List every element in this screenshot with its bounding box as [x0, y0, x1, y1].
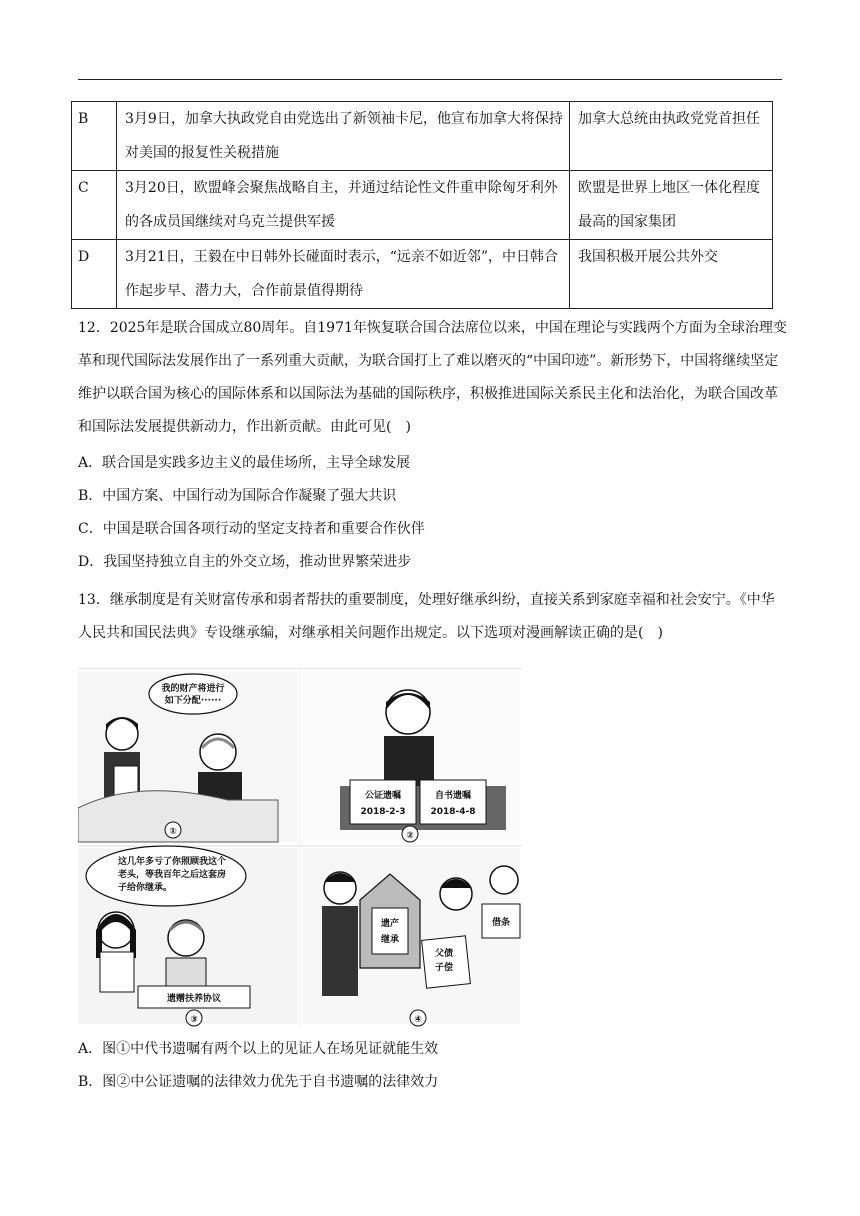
option-letter: B: [72, 102, 117, 171]
comic-text: 这几年多亏了你照顾我这个: [118, 857, 227, 867]
question-13-stem: 13．继承制度是有关财富传承和弱者帮扶的重要制度，处理好继承纠纷，直接关系到家庭幸福和社会安宁。《中华人民共和国民法典》专设继承编，对继承相关问题作出规定。以下选项对漫画解读正确的是( ): [78, 592, 775, 641]
panel-number: ③: [190, 1015, 198, 1025]
panel-number: ②: [406, 831, 414, 841]
comic-text: 公证遗嘱: [364, 791, 402, 801]
comic-text: 子偿: [434, 963, 454, 973]
speech-bubble: [149, 674, 237, 714]
question-12-option-a: A．联合国是实践多边主义的最佳场所，主导全球发展: [78, 455, 411, 471]
question-12-option-b: B．中国方案、中国行动为国际合作凝聚了强大共识: [78, 488, 397, 504]
comic-text: 继承: [380, 935, 400, 945]
holographic-will-doc: [420, 780, 486, 824]
options-table: [71, 101, 773, 309]
option-explanation: 加拿大总统由执政党党首担任: [570, 102, 773, 171]
question-12-option-d: D．我国坚持独立自主的外交立场，推动世界繁荣进步: [78, 554, 412, 570]
comic-text: 父债: [434, 949, 454, 959]
option-letter: C: [72, 171, 117, 240]
question-13-option-b: B．图②中公证遗嘱的法律效力优先于自书遗嘱的法律效力: [78, 1074, 439, 1090]
debt-note: [422, 936, 471, 988]
comic-text: 遗产: [380, 919, 400, 929]
option-explanation: 欧盟是世界上地区一体化程度最高的国家集团: [570, 171, 773, 240]
comic-text: 如下分配······: [164, 696, 222, 706]
question-12-stem: 12．2025年是联合国成立80周年。自1971年恢复联合国合法席位以来，中国在理论与实践两个方面为全球治理变革和现代国际法发展作出了一系列重大贡献，为联合国打上了难以磨灭的“中国印迹”。新形势下，中国将继续坚定维护以联合国为核心的国际体系和以国际法为基础的国际秩序，积极推进国际关系民主化和法治化，为联合国改革和国际法发展提供新动力，作出新贡献。由此可见( ): [78, 320, 787, 435]
option-content: 3月20日，欧盟峰会聚焦战略自主，并通过结论性文件重申除匈牙利外的各成员国继续对乌克兰提供军援: [117, 171, 570, 240]
panel-number: ①: [169, 827, 177, 837]
comic-panel-4: [302, 848, 520, 1026]
question-13-option-a: A．图①中代书遗嘱有两个以上的见证人在场见证就能生效: [78, 1041, 439, 1057]
comic-text: 子给你继承。: [118, 883, 173, 893]
panel-number: ④: [414, 1015, 422, 1025]
notarized-will-doc: [350, 780, 416, 824]
option-content: 3月9日，加拿大执政党自由党选出了新领袖卡尼，他宣布加拿大将保持对美国的报复性关税措施: [117, 102, 570, 171]
option-content: 3月21日，王毅在中日韩外长碰面时表示，“远亲不如近邻”，中日韩合作起步早、潜力大，合作前景值得期待: [117, 240, 570, 309]
comic-panel-3: [78, 846, 298, 1026]
header-rule: [78, 79, 782, 80]
comic-panel-2: [302, 672, 520, 842]
table-row: [72, 240, 773, 309]
option-letter: D: [72, 240, 117, 309]
comic-text: 遗赠扶养协议: [166, 994, 222, 1004]
inheritance-comic: [78, 668, 522, 1028]
table-row: [72, 102, 773, 171]
comic-text: 2018-2-3: [360, 807, 406, 817]
comic-text: 自书遗嘱: [434, 791, 472, 801]
comic-text: 我的财产将进行: [161, 684, 225, 694]
option-explanation: 我国积极开展公共外交: [570, 240, 773, 309]
comic-text: 借条: [491, 918, 511, 928]
comic-text: 老头，等我百年之后这套房: [118, 870, 227, 880]
comic-panel-1: [78, 672, 298, 842]
question-12-option-c: C．中国是联合国各项行动的坚定支持者和重要合作伙伴: [78, 521, 425, 537]
comic-text: 2018-4-8: [430, 807, 476, 817]
table-row: [72, 171, 773, 240]
